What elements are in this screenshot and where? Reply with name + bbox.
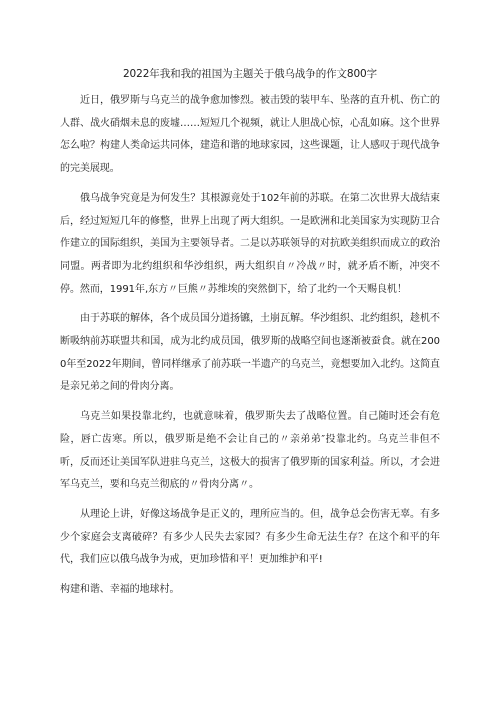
document-body	[60, 90, 440, 609]
paragraph-4: 乌克兰如果投靠北约，也就意味着，俄罗斯失去了战略位置。自己随时还会有危险，唇亡齿寒。所以，俄罗斯是绝不会让自己的〃亲弟弟″投靠北约。乌克兰非但不听，反而还让美国军队进驻乌克兰，这极大的损害了俄罗斯的国家利益。所以，才会进军乌克兰，要和乌克兰彻底的〃骨肉分离〃。	[60, 411, 440, 491]
paragraph-5: 从理论上讲，好像这场战争是正义的，理所应当的。但，战争总会伤害无辜。有多少个家庭会支离破碎？有多少人民失去家园？有多少生命无法生存？在这个和平的年代，我们应以俄乌战争为戒，更加珍惜和平！更加维护和平!	[60, 508, 440, 566]
paragraph-3: 由于苏联的解体，各个成员国分道扬镳，土崩瓦解。华沙组织、北约组织，趁机不断吸纳前苏联盟共和国，成为北约成员国，俄罗斯的战略空间也逐渐被蚕食。就在2000年至2022年期间，曾同样继承了前苏联一半遗产的乌克兰，竟想要加入北约。这简直是亲兄弟之间的骨肉分离。	[60, 313, 440, 393]
closing-line: 构建和谐、幸福的地球村。	[60, 584, 180, 596]
paragraph-1: 近日，俄罗斯与乌克兰的战争愈加惨烈。被击毁的装甲车、坠落的直升机、伤亡的人群、战火硝烟未息的废墟……短短几个视频，就让人胆战心惊，心乱如麻。这个世界怎么啦？构建人类命运共同体，建造和谐的地球家园，这些课题，让人感叹于现代战争的完美展现。	[60, 95, 440, 175]
document-title: 2022年我和我的祖国为主题关于俄乌战争的作文800字	[122, 68, 378, 80]
paragraph-2: 俄乌战争究竟是为何发生？其根源竟处于102年前的苏联。在第二次世界大战结束后，经过短短几年的修整，世界上出现了两大组织。一是欧洲和北美国家为实现防卫合作建立的国际组织，美国为主要领导者。二是以苏联领导的对抗欧美组织而成立的政治同盟。两者即为北约组织和华沙组织，两大组织自〃冷战〃时，就矛盾不断，冲突不停。然而，1991年,东方〃巨熊〃苏维埃的突然倒下，给了北约一个天赐良机！	[60, 192, 440, 295]
